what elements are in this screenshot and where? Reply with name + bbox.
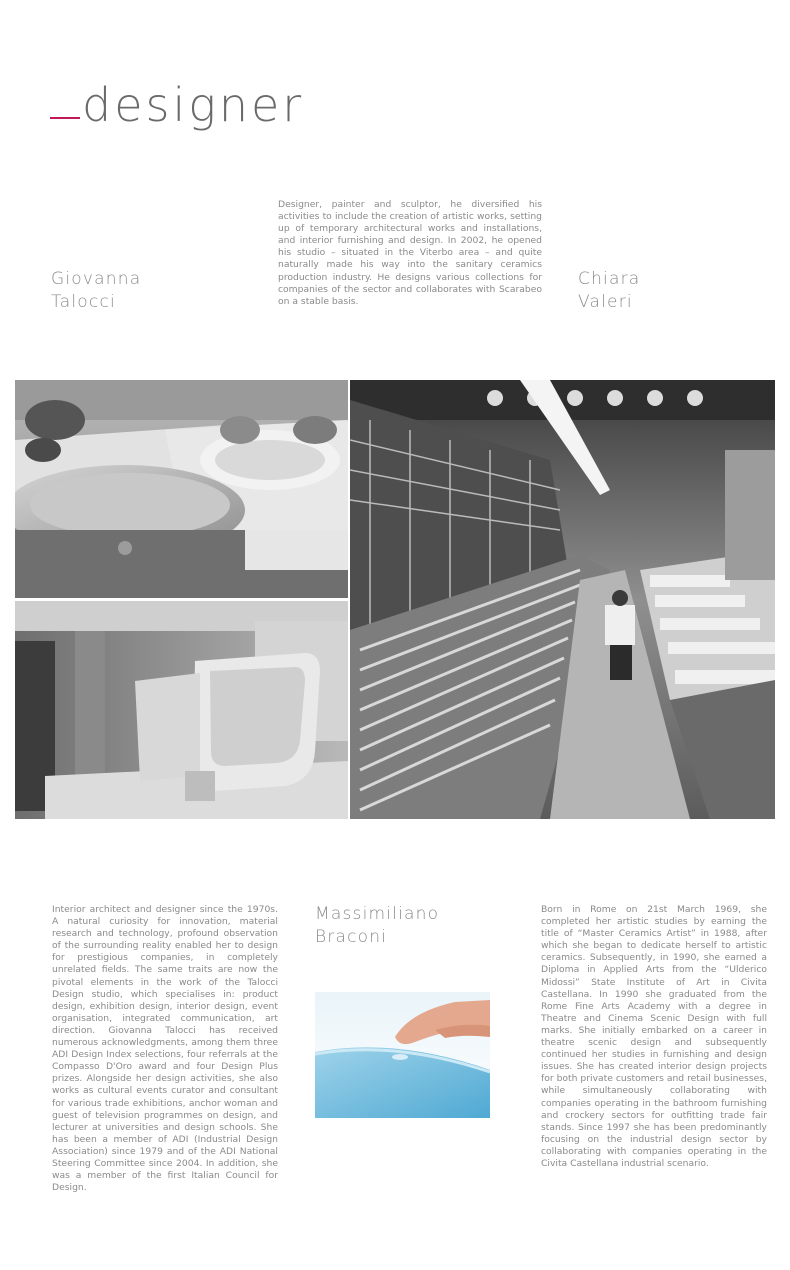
page-heading <box>50 78 304 132</box>
bio-top: Designer, painter and sculptor, he diversified his activities to include the creation of artistic works, setting up of temporary architectural works and installations, and interior furnishing and design. In 2002, he opened his studio – situated in the Viterbo area – and quite naturally made his way into the sanitary ceramics production industry. He designs various collections for companies of the sector and collaborates with Scarabeo on a stable basis. <box>278 199 542 307</box>
name-last: Valeri <box>578 292 633 312</box>
name-massimiliano-braconi <box>315 903 439 949</box>
photo-ceramic-piece <box>15 601 348 819</box>
photo-basin-molds <box>15 380 348 598</box>
photo-finger-blue-ceramic <box>315 992 490 1118</box>
name-chiara-valeri <box>578 268 640 314</box>
heading-word: designer <box>82 78 305 132</box>
name-first: Massimiliano <box>315 904 440 924</box>
name-first: Giovanna <box>51 269 142 289</box>
name-first: Chiara <box>578 269 641 289</box>
name-giovanna-talocci <box>51 268 141 314</box>
bio-giovanna: Interior architect and designer since the 1970s. A natural curiosity for innovation, material research and technology, profound observation of the surrounding reality enabled her to design for prestigious companies, in completely unrelated fields. The same traits are now the pivotal elements in the work of the Talocci Design studio, which specialises in: product design, exhibition design, interior design, event organisation, integrated communication, art direction. Giovanna Talocci has received numerous acknowledgments, among them three ADI Design Index selections, four referrals at the Compasso D'Oro award and four Design Plus prizes. Alongside her design activities, she also works as cultural events curator and consultant for various trade exhibitions, anchor woman and guest of television programmes on design, and lecturer at universities and design schools. She has been a member of ADI (Industrial Design Association) since 1979 and of the ADI National Steering Committee since 2004. In addition, she was a member of the first Italian Council for Design. <box>52 904 278 1194</box>
name-last: Braconi <box>315 927 388 947</box>
photo-factory-line <box>350 380 775 819</box>
bio-chiara: Born in Rome on 21st March 1969, she completed her artistic studies by earning the title of “Master Ceramics Artist” in 1988, after which she began to dedicate herself to artistic ceramics. Subsequently, in 1990, she earned a Diploma in Applied Arts from the “Ulderico Midossi” State Institute of Art in Civita Castellana. In 1990 she graduated from the Rome Fine Arts Academy with a degree in Theatre and Cinema Scenic Design with full marks. She initially embarked on a career in theatre scenic design and subsequently continued her studies in furnishing and design issues. She has created interior design projects for both private customers and retail businesses, while simultaneously collaborating with companies operating in the bathroom furnishing and crockery sectors for outfitting trade fair stands. Since 1997 she has been predominantly focusing on the industrial design sector by collaborating with companies operating in the Civita Castellana industrial scenario. <box>541 904 767 1169</box>
heading-underscore <box>50 117 80 119</box>
name-last: Talocci <box>51 292 116 312</box>
